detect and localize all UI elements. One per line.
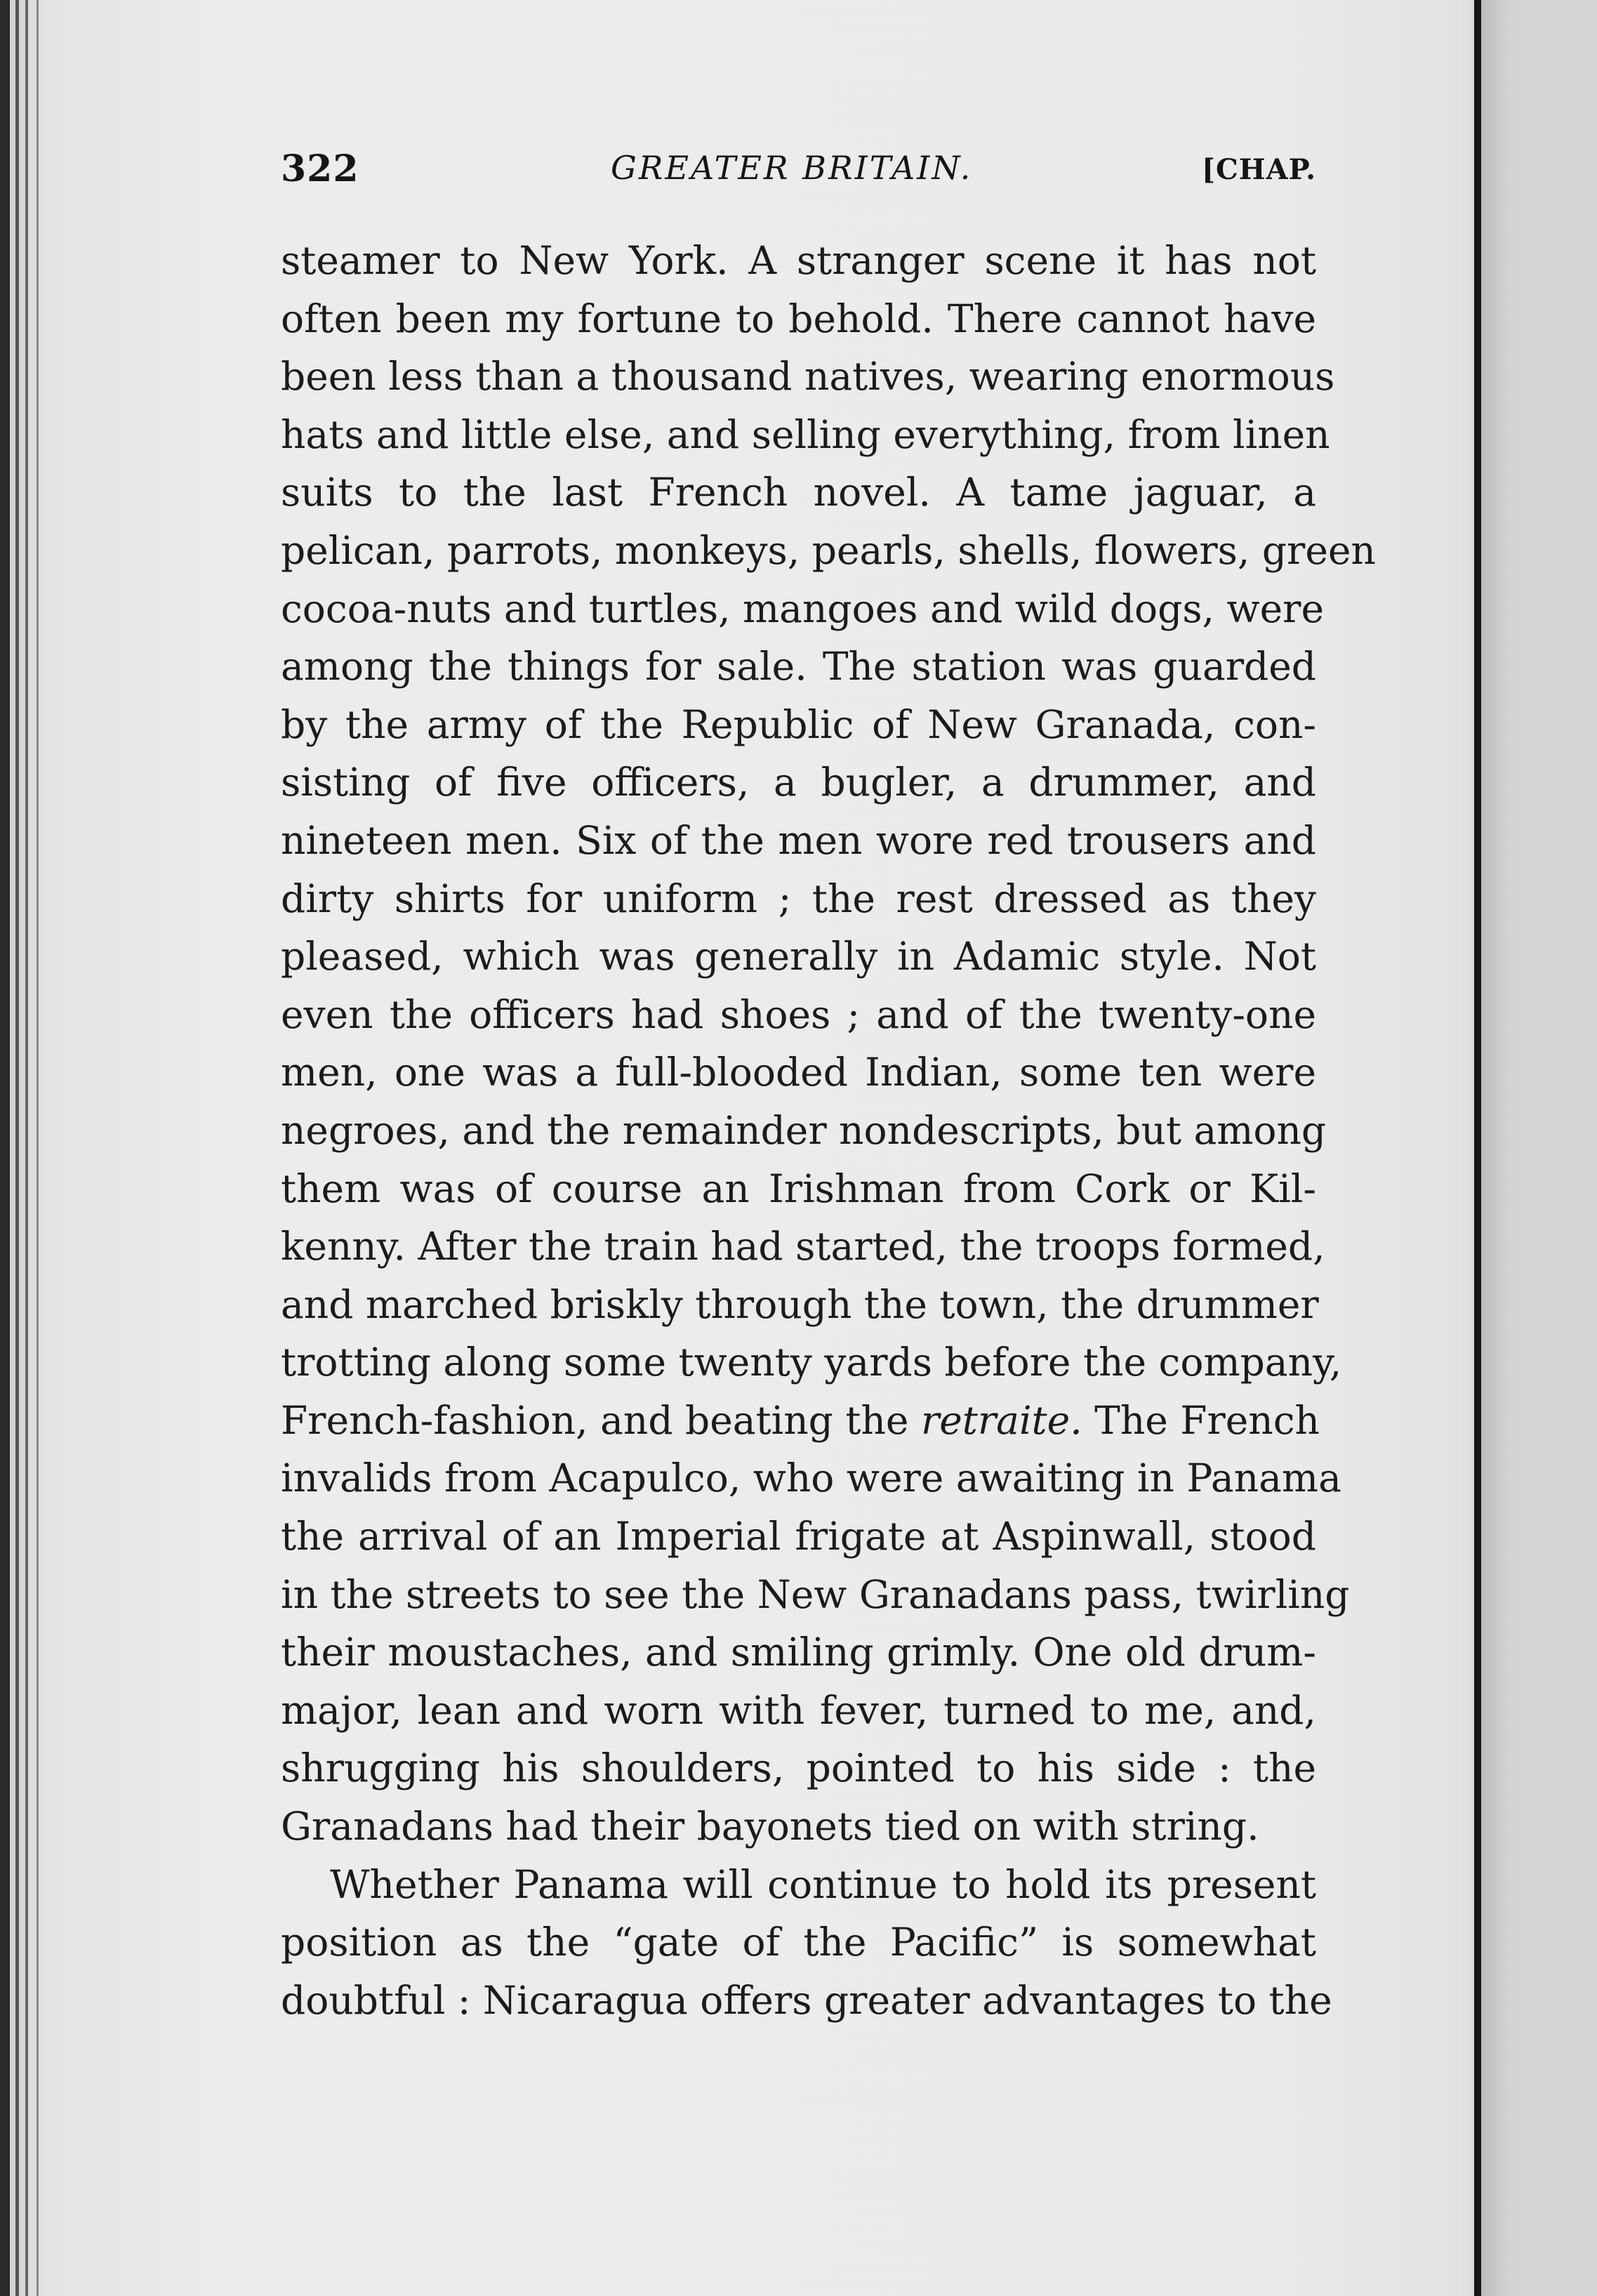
paragraph-1 xyxy=(281,232,1376,1856)
text-line: kenny. After the train had started, the troops formed, xyxy=(281,1224,1325,1269)
text-segment: French-fashion, and beating the xyxy=(281,1397,921,1443)
italic-word: retraite. xyxy=(920,1397,1082,1443)
page-number: 322 xyxy=(281,147,359,190)
text-line: the arrival of an Imperial frigate at Aspinwall, stood xyxy=(281,1514,1316,1559)
text-line: among the things for sale. The station was guarded xyxy=(281,644,1316,690)
text-line: their moustaches, and smiling grimly. One old drum- xyxy=(281,1630,1316,1675)
next-page-shadow xyxy=(1481,0,1597,2296)
text-line: sisting of five officers, a bugler, a drummer, and xyxy=(281,760,1316,805)
page-header xyxy=(281,147,1316,197)
text-line: Granadans had their bayonets tied on with string. xyxy=(281,1804,1259,1849)
text-line: pelican, parrots, monkeys, pearls, shells, flowers, green xyxy=(281,527,1376,573)
body-text xyxy=(281,232,1376,2029)
text-line: negroes, and the remainder nondescripts, but among xyxy=(281,1107,1327,1153)
text-line: invalids from Acapulco, who were awaiting in Panama xyxy=(281,1456,1341,1501)
binding-edge xyxy=(37,0,39,2296)
binding-edge xyxy=(25,0,28,2296)
text-line: men, one was a full-blooded Indian, some ten were xyxy=(281,1050,1316,1095)
text-segment: The French xyxy=(1082,1397,1320,1443)
text-line: in the streets to see the New Granadans pass, twirling xyxy=(281,1571,1350,1617)
text-line: suits to the last French novel. A tame jaguar, a xyxy=(281,470,1316,515)
text-line: pleased, which was generally in Adamic style. Not xyxy=(281,934,1316,979)
text-line: them was of course an Irishman from Cork or Kil- xyxy=(281,1166,1316,1211)
text-line: dirty shirts for uniform ; the rest dressed as they xyxy=(281,876,1316,921)
text-line: hats and little else, and selling everything, from linen xyxy=(281,411,1330,457)
text-line: and marched briskly through the town, the drummer xyxy=(281,1281,1319,1327)
running-title: GREATER BRITAIN. xyxy=(611,149,973,187)
text-line: been less than a thousand natives, wearing enormous xyxy=(281,354,1335,400)
text-line: nineteen men. Six of the men wore red trousers and xyxy=(281,817,1316,863)
text-line: trotting along some twenty yards before the company, xyxy=(281,1340,1342,1385)
text-line: steamer to New York. A stranger scene it has not xyxy=(281,238,1316,283)
text-line: Whether Panama will continue to hold its present xyxy=(330,1861,1316,1907)
paragraph-2 xyxy=(281,1856,1332,2030)
text-line: shrugging his shoulders, pointed to his side : the xyxy=(281,1746,1316,1791)
text-line: major, lean and worn with fever, turned to me, and, xyxy=(281,1687,1316,1733)
page-edge-line xyxy=(1474,0,1481,2296)
binding-edge xyxy=(0,0,10,2296)
text-line: even the officers had shoes ; and of the twenty-one xyxy=(281,991,1316,1037)
text-line: doubtful : Nicaragua offers greater advantages to the xyxy=(281,1977,1332,2023)
text-line: cocoa-nuts and turtles, mangoes and wild dogs, were xyxy=(281,586,1324,631)
text-line: often been my fortune to behold. There cannot have xyxy=(281,296,1316,341)
chapter-mark: [CHAP. xyxy=(1202,153,1316,186)
binding-edge xyxy=(15,0,19,2296)
text-line: by the army of the Republic of New Granada, con- xyxy=(281,701,1316,747)
text-line xyxy=(281,1392,1320,1450)
text-line: position as the “gate of the Pacific” is somewhat xyxy=(281,1920,1316,1965)
